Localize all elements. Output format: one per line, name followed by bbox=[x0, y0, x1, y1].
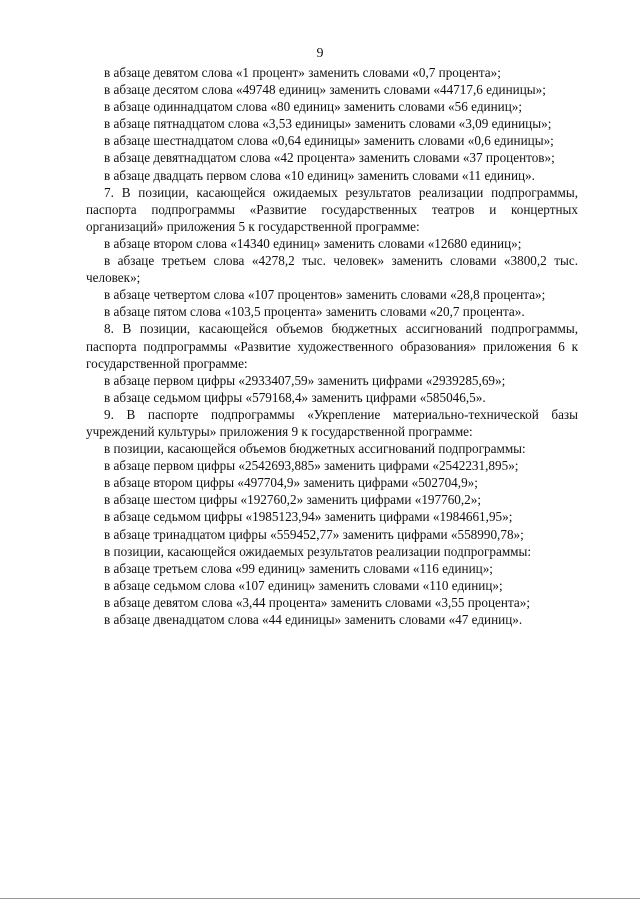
paragraph: в позиции, касающейся объемов бюджетных ассигнований подпрограммы: bbox=[104, 441, 526, 457]
paragraph: в абзаце пятом слова «103,5 процента» заменить словами «20,7 процента». bbox=[104, 304, 525, 320]
paragraph: в абзаце втором цифры «497704,9» заменить цифрами «502704,9»; bbox=[104, 475, 478, 491]
paragraph: в абзаце двадцать первом слова «10 единиц» заменить словами «11 единиц». bbox=[104, 167, 535, 183]
paragraph: в абзаце девятом слова «3,44 процента» заменить словами «3,55 процента»; bbox=[104, 594, 530, 610]
paragraph: в абзаце двенадцатом слова «44 единицы» заменить словами «47 единиц». bbox=[104, 612, 523, 627]
paragraph: в абзаце втором слова «14340 единиц» заменить словами «12680 единиц»; bbox=[104, 235, 522, 251]
page-number: 9 bbox=[316, 46, 324, 61]
paragraph: в абзаце шестнадцатом слова «0,64 единицы» заменить словами «0,6 единицы»; bbox=[104, 133, 554, 149]
section-paragraph: 9. В паспорте подпрограммы «Укрепление материально-технической базы учреждений культуры» приложения 9 к государственной программе: bbox=[86, 406, 578, 439]
paragraph: в абзаце десятом слова «49748 единиц» заменить словами «44717,6 единицы»; bbox=[104, 82, 546, 98]
section-paragraph: 7. В позиции, касающейся ожидаемых результатов реализации подпрограммы, паспорта подпрограммы «Развитие государственных театров и концертных организаций» приложения 5 к государственной программе: bbox=[86, 184, 578, 234]
page-bottom-edge bbox=[0, 898, 640, 899]
paragraph: в абзаце пятнадцатом слова «3,53 единицы» заменить словами «3,09 единицы»; bbox=[104, 116, 552, 132]
paragraph: в абзаце седьмом слова «107 единиц» заменить словами «110 единиц»; bbox=[104, 577, 503, 593]
paragraph: в абзаце третьем слова «99 единиц» заменить словами «116 единиц»; bbox=[104, 560, 493, 576]
paragraph: в абзаце девятнадцатом слова «42 процента» заменить словами «37 процентов»; bbox=[104, 150, 555, 166]
paragraph: в абзаце девятом слова «1 процент» заменить словами «0,7 процента»; bbox=[104, 65, 501, 80]
paragraph: в абзаце одиннадцатом слова «80 единиц» заменить словами «56 единиц»; bbox=[104, 99, 523, 115]
paragraph: в абзаце седьмом цифры «1985123,94» заменить цифрами «1984661,95»; bbox=[104, 509, 513, 525]
paragraph: в позиции, касающейся ожидаемых результатов реализации подпрограммы: bbox=[104, 543, 532, 559]
paragraph: в абзаце первом цифры «2542693,885» заменить цифрами «2542231,895»; bbox=[104, 458, 519, 474]
paragraph: в абзаце третьем слова «4278,2 тыс. человек» заменить словами «3800,2 тыс. человек»; bbox=[86, 253, 578, 286]
section-paragraph: 8. В позиции, касающейся объемов бюджетных ассигнований подпрограммы, паспорта подпрограммы «Развитие художественного образования» приложения 6 к государственной программе: bbox=[86, 321, 578, 371]
paragraph: в абзаце тринадцатом цифры «559452,77» заменить цифрами «558990,78»; bbox=[104, 526, 524, 542]
paragraph: в абзаце первом цифры «2933407,59» заменить цифрами «2939285,69»; bbox=[104, 372, 506, 388]
paragraph: в абзаце шестом цифры «192760,2» заменить цифрами «197760,2»; bbox=[104, 492, 482, 508]
paragraph: в абзаце четвертом слова «107 процентов» заменить словами «28,8 процента»; bbox=[104, 287, 546, 303]
document-body bbox=[86, 64, 578, 628]
paragraph: в абзаце седьмом цифры «579168,4» заменить цифрами «585046,5». bbox=[104, 389, 486, 405]
